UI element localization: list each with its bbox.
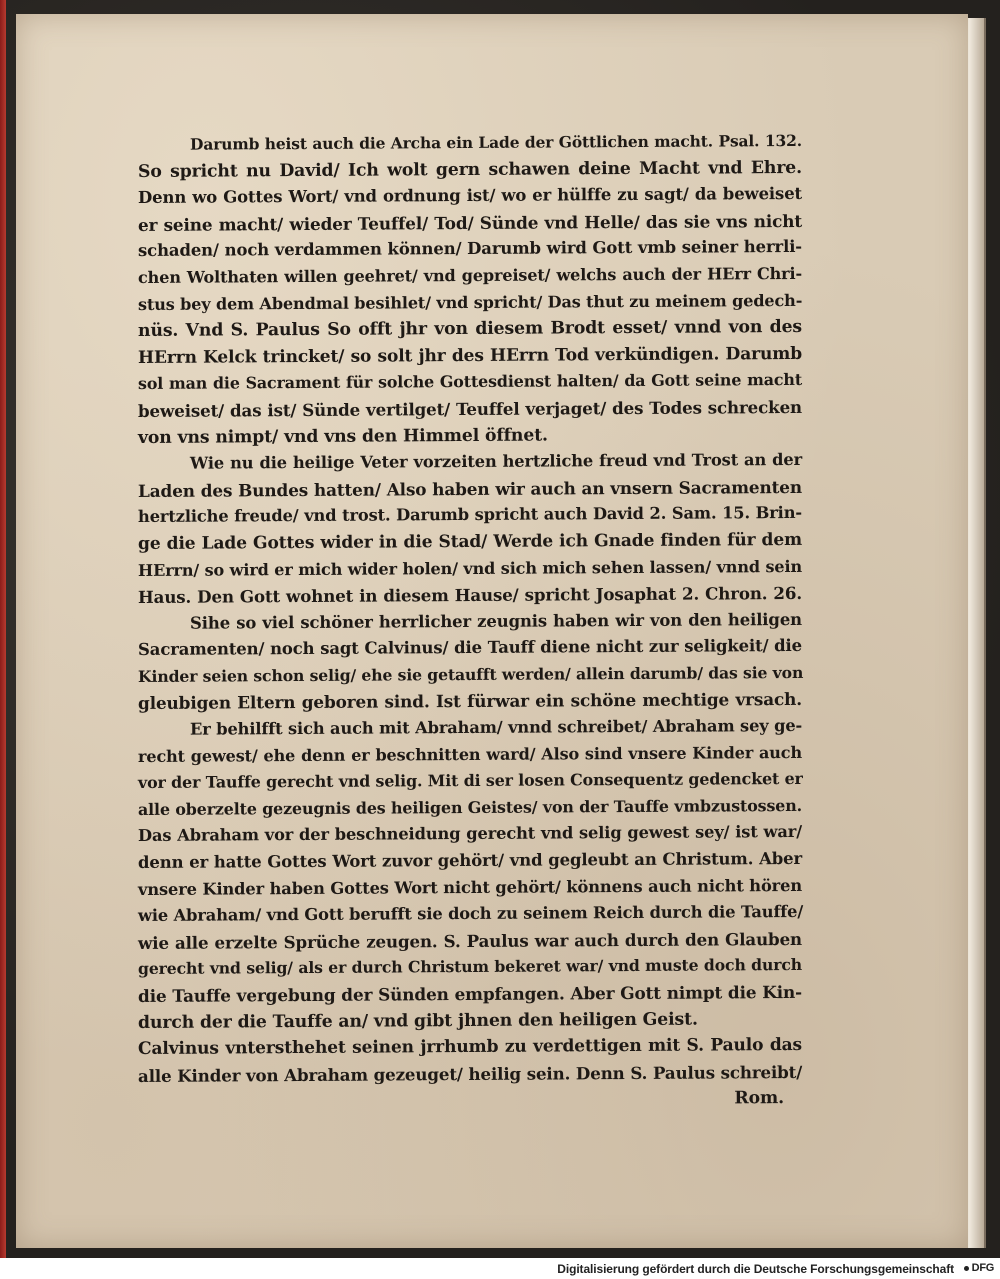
text-line: Darumb heist auch die Archa ein Lade der Göttlichen macht. Psal. 132.: [189, 130, 803, 154]
text-line: die Tauffe vergebung der Sünden empfangen. Aber Gott nimpt die Kin-: [137, 981, 803, 1006]
text-line: wie Abraham/ vnd Gott berufft sie doch zu seinem Reich durch die Tauffe/: [137, 902, 804, 926]
text-line: So spricht nu David/ Ich wolt gern schawen deine Macht vnd Ehre.: [137, 157, 803, 182]
text-line: gerecht vnd selig/ als er durch Christum bekeret war/ vnd muste doch durch: [137, 955, 803, 979]
text-line: schaden/ noch verdammen können/ Darumb wird Gott vmb seiner herrli-: [137, 237, 803, 261]
text-line: Sihe so viel schöner herrlicher zeugnis haben wir von den heiligen: [189, 609, 803, 633]
text-line: er seine macht/ wieder Teuffel/ Tod/ Sünde vnd Helle/ das sie vns nicht: [137, 210, 803, 235]
text-line: stus bey dem Abendmal besihlet/ vnd spricht/ Das thut zu meinem gedech-: [137, 290, 803, 314]
body-text: [138, 132, 802, 1116]
text-line: Er behilfft sich auch mit Abraham/ vnnd schreibet/ Abraham sey ge-: [189, 716, 803, 739]
text-line: hertzliche freude/ vnd trost. Darumb spricht auch David 2. Sam. 15. Brin-: [137, 503, 803, 527]
text-line: alle oberzelte gezeugnis des heiligen Geistes/ von der Tauffe vmbzustossen.: [137, 795, 803, 819]
text-line: denn er hatte Gottes Wort zuvor gehört/ vnd gegleubt an Christum. Aber: [137, 848, 803, 873]
text-line: Wie nu die heilige Veter vorzeiten hertzliche freud vnd Trost an der: [189, 450, 803, 473]
text-line: Sacramenten/ noch sagt Calvinus/ die Tauff diene nicht zur seligkeit/ die: [137, 636, 803, 660]
text-line: ge die Lade Gottes wider in die Stad/ Werde ich Gnade finden für dem: [137, 529, 803, 554]
text-line: vor der Tauffe gerecht vnd selig. Mit di ser losen Consequentz gedencket er: [137, 769, 803, 793]
text-line: HErrn Kelck trincket/ so solt jhr des HErrn Tod verkündigen. Darumb: [137, 343, 803, 368]
funding-credit: Digitalisierung gefördert durch die Deutsche Forschungsgemeinschaft: [557, 1262, 954, 1276]
catchword: Rom.: [734, 1088, 785, 1109]
logo-dot-icon: [964, 1266, 969, 1271]
text-line: Laden des Bundes hatten/ Also haben wir auch an vnsern Sacramenten: [137, 476, 803, 501]
text-line: Haus. Den Gott wohnet in diesem Hause/ spricht Josaphat 2. Chron. 26.: [137, 583, 803, 608]
text-line: Denn wo Gottes Wort/ vnd ordnung ist/ wo er hülffe zu sagt/ da beweiset: [137, 184, 803, 208]
text-line: gleubigen Eltern geboren sind. Ist fürwar ein schöne mechtige vrsach.: [137, 689, 803, 714]
text-line: von vns nimpt/ vnd vns den Himmel öffnet.: [137, 425, 548, 448]
text-line: beweiset/ das ist/ Sünde vertilget/ Teuffel verjaget/ des Todes schrecken: [137, 396, 803, 421]
text-line: Calvinus vntersthehet seinen jrrhumb zu verdettigen mit S. Paulo das: [137, 1035, 803, 1060]
text-line: wie alle erzelte Sprüche zeugen. S. Paulus war auch durch den Glauben: [137, 928, 803, 953]
text-line: recht gewest/ ehe denn er beschnitten ward/ Also sind vnsere Kinder auch: [137, 742, 803, 766]
text-line: chen Wolthaten willen geehret/ vnd gepreiset/ welchs auch der HErr Chri-: [137, 263, 803, 287]
text-line: durch der die Tauffe an/ vnd gibt jhnen den heiligen Geist.: [137, 1009, 698, 1033]
text-line: vnsere Kinder haben Gottes Wort nicht gehört/ könnens auch nicht hören: [137, 875, 803, 899]
text-line: Kinder seien schon selig/ ehe sie getaufft werden/ allein darumb/ das sie von: [137, 662, 804, 686]
dfg-logo-text: DFG: [971, 1262, 994, 1274]
text-line: Das Abraham vor der beschneidung gerecht vnd selig gewest sey/ ist war/: [137, 822, 803, 846]
text-line: alle Kinder von Abraham gezeuget/ heilig sein. Denn S. Paulus schreibt/: [137, 1061, 803, 1086]
book-edge: [0, 0, 6, 1258]
text-line: HErrn/ so wird er mich wider holen/ vnd sich mich sehen lassen/ vnnd sein: [137, 556, 803, 580]
text-line: nüs. Vnd S. Paulus So offt jhr von diesem Brodt esset/ vnnd von des: [137, 317, 803, 342]
dfg-logo: [964, 1262, 994, 1274]
text-line: sol man die Sacrament für solche Gottesdienst halten/ da Gott seine macht: [137, 370, 803, 394]
document-page: [16, 14, 968, 1248]
